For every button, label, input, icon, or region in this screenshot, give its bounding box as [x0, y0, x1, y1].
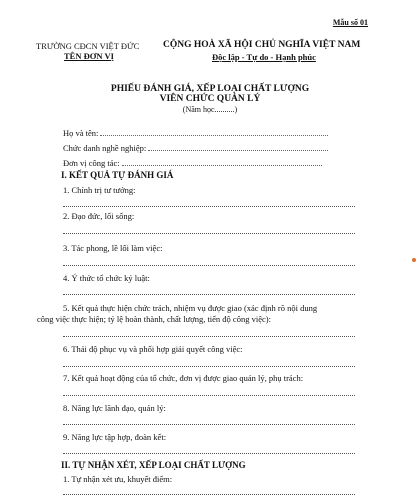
item-8: 8. Năng lực lãnh đạo, quản lý: — [63, 403, 166, 413]
school-year: (Năm học..........) — [182, 105, 238, 114]
answer-line[interactable] — [63, 395, 355, 396]
answer-line[interactable] — [63, 366, 355, 367]
answer-line[interactable] — [63, 294, 355, 295]
answer-line[interactable] — [63, 265, 355, 266]
document-title: PHIẾU ĐÁNH GIÁ, XẾP LOẠI CHẤT LƯỢNG — [110, 84, 310, 94]
item-5-line2: công việc thực hiện; tỷ lệ hoàn thành, chất lượng, tiến độ công việc): — [37, 314, 271, 324]
item-5-line1: 5. Kết quả thực hiện chức trách, nhiệm vụ được giao (xác định rõ nội dung — [63, 303, 318, 313]
item-3: 3. Tác phong, lề lối làm việc: — [63, 243, 163, 253]
field-job-title-label: Chức danh nghề nghiệp: — [63, 143, 147, 153]
national-motto: Độc lập - Tự do - Hạnh phúc — [212, 52, 316, 62]
unit-name: TÊN ĐƠN VỊ — [64, 51, 114, 61]
answer-line[interactable] — [63, 494, 355, 495]
section-2-item-1: 1. Tự nhận xét ưu, khuyết điểm: — [63, 474, 173, 484]
national-title: CỘNG HOÀ XÃ HỘI CHỦ NGHĨA VIỆT NAM — [163, 40, 361, 50]
field-full-name-label: Họ và tên: — [63, 128, 99, 138]
answer-line[interactable] — [63, 424, 355, 425]
answer-line[interactable] — [63, 206, 355, 207]
margin-dot — [412, 258, 416, 262]
answer-line[interactable] — [63, 233, 355, 234]
organization-name: TRƯỜNG CĐCN VIỆT ĐỨC — [36, 41, 140, 51]
item-1: 1. Chính trị tư tưởng: — [63, 185, 136, 195]
document-subtitle: VIÊN CHỨC QUẢN LÝ — [159, 94, 261, 104]
field-unit[interactable] — [63, 157, 322, 168]
answer-line[interactable] — [63, 336, 355, 337]
field-unit-label: Đơn vị công tác: — [63, 158, 120, 168]
item-9: 9. Năng lực tập hợp, đoàn kết: — [63, 432, 167, 442]
answer-line[interactable] — [63, 453, 355, 454]
section-2-heading: II. TỰ NHẬN XÉT, XẾP LOẠI CHẤT LƯỢNG — [61, 460, 246, 470]
item-7: 7. Kết quả hoạt động của tổ chức, đơn vị được giao quản lý, phụ trách: — [63, 373, 304, 383]
form-number: Mẫu số 01 — [332, 18, 368, 27]
item-6: 6. Thái độ phục vụ và phối hợp giải quyết công việc: — [63, 344, 243, 354]
item-4: 4. Ý thức tổ chức kỷ luật: — [63, 273, 150, 283]
item-2: 2. Đạo đức, lối sống: — [63, 211, 135, 221]
field-full-name[interactable] — [63, 127, 328, 138]
field-job-title[interactable] — [63, 142, 328, 153]
section-1-heading: I. KẾT QUẢ TỰ ĐÁNH GIÁ — [61, 170, 174, 180]
